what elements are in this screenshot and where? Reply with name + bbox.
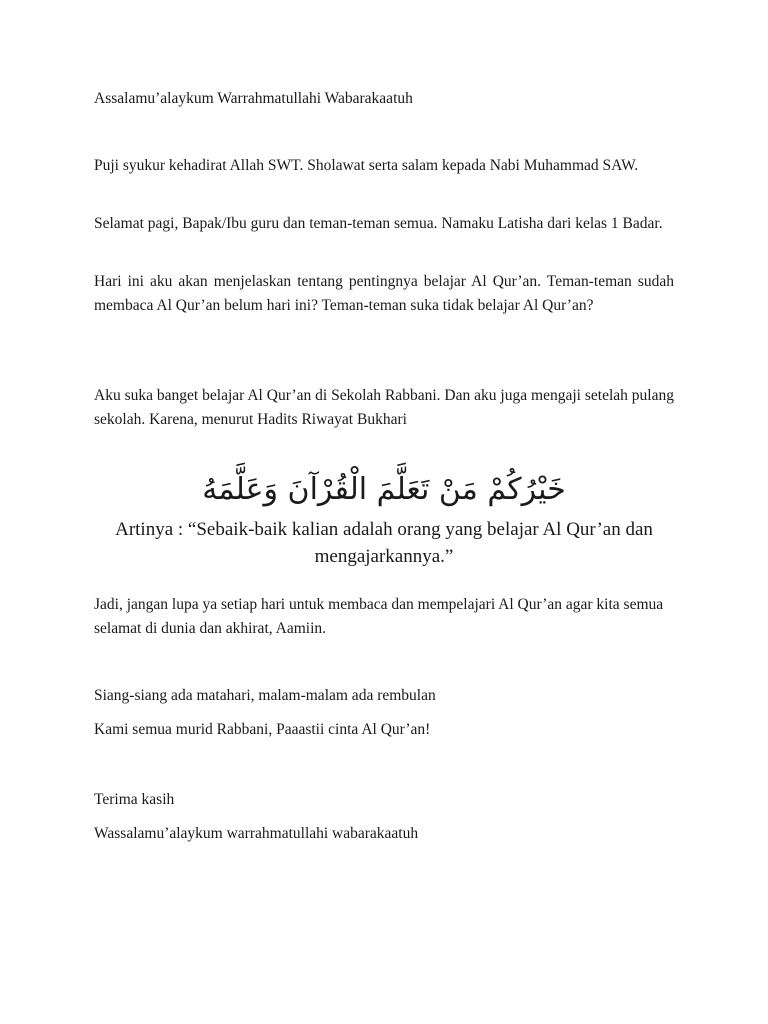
closing-greeting: Wassalamu’alaykum warrahmatullahi wabarakaatuh: [94, 825, 419, 842]
hadith-arabic-text: خَيْرُكُمْ مَنْ تَعَلَّمَ الْقُرْآنَ وَعَلَّمَهُ: [202, 472, 566, 507]
introduction-paragraph: Selamat pagi, Bapak/Ibu guru dan teman-teman semua. Namaku Latisha dari kelas 1 Badar.: [94, 215, 663, 232]
thanks-text: Terima kasih: [94, 791, 175, 808]
topic-paragraph: Hari ini aku akan menjelaskan tentang pentingnya belajar Al Qur’an. Teman-teman sudah membaca Al Qur’an belum hari ini? Teman-teman suka tidak belajar Al Qur’an?: [94, 273, 674, 314]
opening-greeting: Assalamu’alaykum Warrahmatullahi Wabarakaatuh: [94, 90, 413, 107]
pantun-line-1: Siang-siang ada matahari, malam-malam ada rembulan: [94, 687, 436, 704]
hadith-translation: Artinya : “Sebaik-baik kalian adalah orang yang belajar Al Qur’an dan mengajarkannya.”: [115, 519, 653, 567]
story-paragraph: Aku suka banget belajar Al Qur’an di Sekolah Rabbani. Dan aku juga mengaji setelah pulang sekolah. Karena, menurut Hadits Riwayat Bukhari: [94, 387, 674, 428]
praise-paragraph: Puji syukur kehadirat Allah SWT. Sholawat serta salam kepada Nabi Muhammad SAW.: [94, 157, 639, 174]
conclusion-paragraph: Jadi, jangan lupa ya setiap hari untuk membaca dan mempelajari Al Qur’an agar kita semua selamat di dunia dan akhirat, Aamiin.: [94, 596, 664, 637]
pantun-line-2: Kami semua murid Rabbani, Paaastii cinta Al Qur’an!: [94, 721, 431, 738]
